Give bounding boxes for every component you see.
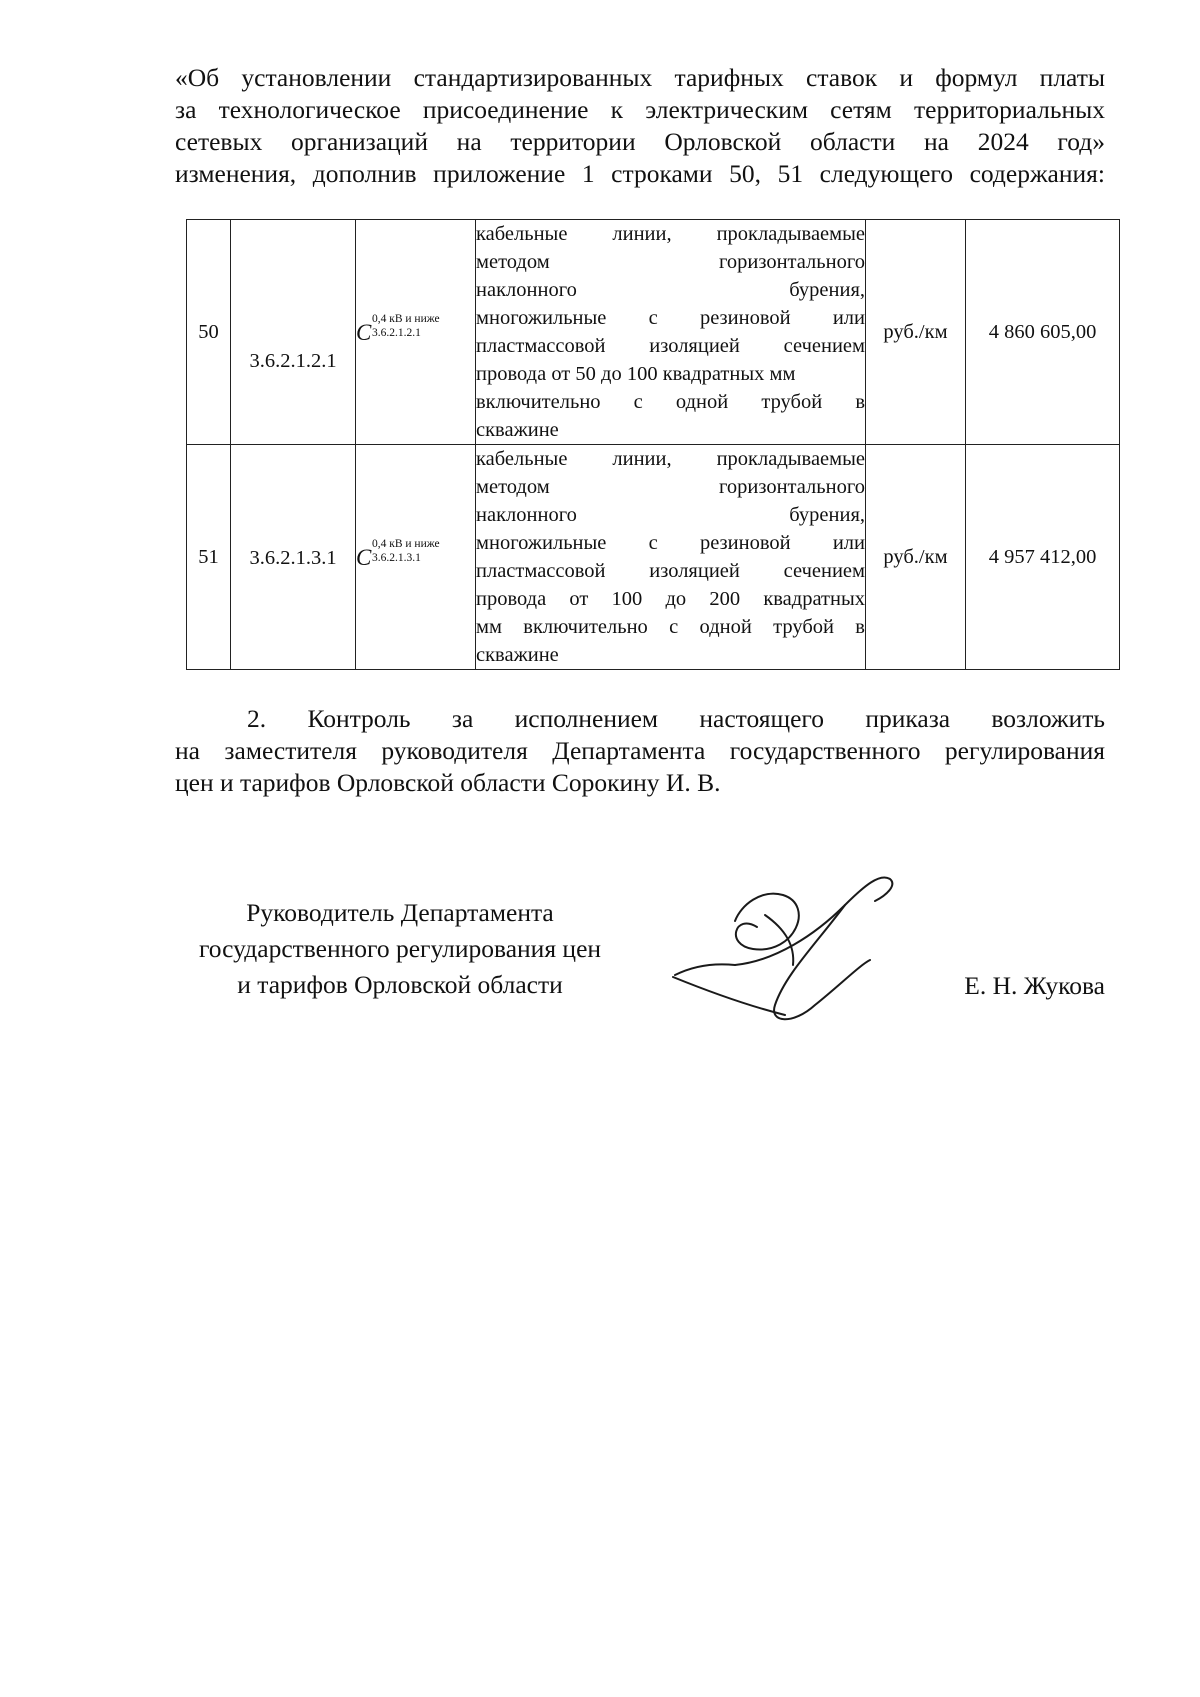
position-line: государственного регулирования цен: [198, 934, 602, 963]
intro-line: изменения, дополнив приложение 1 строками 50, 51 следующего содержания:: [175, 159, 1105, 188]
description-line: методом горизонтального: [476, 476, 865, 498]
symbol-subscript: 3.6.2.1.2.1: [372, 327, 421, 339]
symbol-subscript: 3.6.2.1.3.1: [372, 552, 421, 564]
row-unit: руб./км: [866, 220, 966, 445]
description-line: включительно с одной трубой в: [476, 391, 865, 413]
intro-line: «Об установлении стандартизированных тарифных ставок и формул платы: [175, 63, 1105, 92]
handwritten-signature: [665, 865, 925, 1035]
row-description: [476, 445, 866, 670]
table-row: [187, 220, 1120, 445]
rate-symbol: [356, 445, 476, 670]
paragraph-line: цен и тарифов Орловской области Сорокину И. В.: [175, 768, 721, 797]
description-line: мм включительно с одной трубой в: [476, 616, 865, 638]
position-line: и тарифов Орловской области: [237, 970, 563, 999]
position-line: Руководитель Департамента: [246, 898, 554, 927]
description-line: провода от 100 до 200 квадратных: [476, 588, 865, 610]
description-line: пластмассовой изоляцией сечением: [476, 335, 865, 357]
description-line: скважине: [476, 644, 559, 666]
description-line: пластмассовой изоляцией сечением: [476, 560, 865, 582]
signatory-name: Е. Н. Жукова: [964, 971, 1105, 1000]
signatory-position: [160, 895, 640, 1003]
intro-line: сетевых организаций на территории Орловской области на 2024 год»: [175, 127, 1105, 156]
description-line: кабельные линии, прокладываемые: [476, 448, 865, 470]
description-line: провода от 50 до 100 квадратных мм: [476, 363, 796, 385]
row-number: 51: [187, 445, 231, 670]
row-unit: руб./км: [866, 445, 966, 670]
description-line: методом горизонтального: [476, 251, 865, 273]
intro-paragraph: [175, 62, 1105, 190]
intro-line: за технологическое присоединение к электрическим сетям территориальных: [175, 95, 1105, 124]
description-line: скважине: [476, 419, 559, 441]
symbol-superscript: 0,4 кВ и ниже: [372, 313, 440, 325]
description-line: наклонного бурения,: [476, 504, 865, 526]
symbol-base: C: [356, 545, 372, 570]
row-value: 4 957 412,00: [966, 445, 1120, 670]
row-description: [476, 220, 866, 445]
symbol-base: C: [356, 320, 372, 345]
rate-symbol: [356, 220, 476, 445]
row-code: 3.6.2.1.2.1: [231, 220, 356, 445]
paragraph-line: 2. Контроль за исполнением настоящего приказа возложить: [247, 704, 1105, 733]
table-row: [187, 445, 1120, 670]
description-line: многожильные с резиновой или: [476, 532, 865, 554]
description-line: кабельные линии, прокладываемые: [476, 223, 865, 245]
description-line: наклонного бурения,: [476, 279, 865, 301]
row-number: 50: [187, 220, 231, 445]
description-line: многожильные с резиновой или: [476, 307, 865, 329]
row-code: 3.6.2.1.3.1: [231, 445, 356, 670]
paragraph-line: на заместителя руководителя Департамента государственного регулирования: [175, 736, 1105, 765]
control-paragraph: [175, 703, 1105, 799]
symbol-superscript: 0,4 кВ и ниже: [372, 538, 440, 550]
row-value: 4 860 605,00: [966, 220, 1120, 445]
tariff-table: [186, 219, 1120, 670]
